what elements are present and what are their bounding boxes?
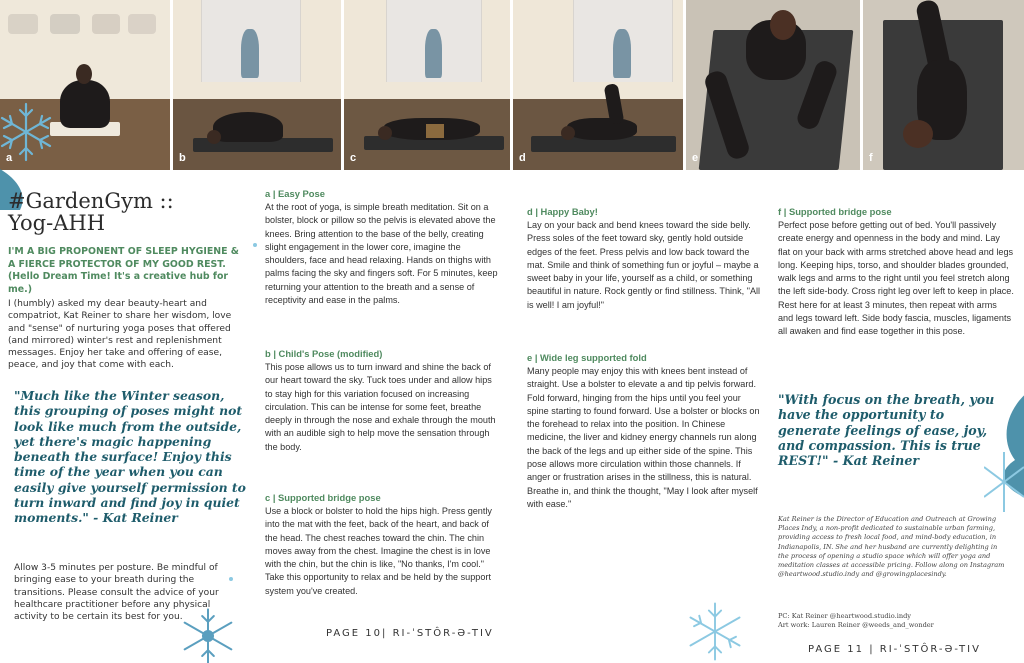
pose-section-f [778,206,1014,348]
pose-body: This pose allows us to turn inward and shine the back of our heart toward the sky. Tuck toes under and allow hips to stay high for this variation focused on increasing circulation. This can be intense for some feet, breathe deeply in through the nose and exhale through the mouth with an audible sigh to help move the sensation through the body. [265,362,496,452]
photo-label: b [179,152,186,164]
photo-credit: PC: Kat Reiner @heartwood.studio.indy [778,612,912,620]
snowflake-icon [680,600,750,663]
photo-childs-pose [173,0,341,170]
pose-heading: a | Easy Pose [265,188,325,199]
pose-body: Use a block or bolster to hold the hips high. Press gently into the mat with the feet, back of the heart, and back of the head. The chest reaches toward the chin. The chin moves away from the chest. Imagine the chest is in love with the chin, but the chin is like, "No thanks, I'm cool." Take this opportunity to relax and be held by the support system you've created. [265,506,492,596]
pose-heading: c | Supported bridge pose [265,492,381,503]
pose-section-a [265,188,501,316]
photo-label: d [519,152,526,164]
page-number-10: PAGE 10| RI-ˈSTÔR-Ə-TIV [326,628,494,639]
pose-body: Many people may enjoy this with knees bent instead of straight. Use a bolster to elevate a and tip pelvis forward. Fold forward, hinging from the hips until you feel your spine starting to found forward. Use a bolster or blocks on the forehead to relax into the position. In Chinese medicine, the liver and kidney energy channels run along the back of the legs and up either side of the spine. This pose allows more circulation within those channels. If anger or frustration arises in the stillness, this is natural. Breathe in, and think the thought, "May I look after myself with ease." [527,366,760,509]
photo-label: f [869,152,873,164]
intro-text: I (humbly) asked my dear beauty-heart and compatriot, Kat Reiner to share her wisdom, love and "sense" of nurturing yoga poses that offered (and mirrored) winter's rest and replenishment messages. Enjoy her take and offering of ease, peace, and joy that come with each. [8,299,232,371]
wall-art [8,14,158,36]
pull-quote-left: "Much like the Winter season, this grouping of poses might not look like much from the outside, yet there's magic happening beneath the surface! Enjoy this time of the year when you can easily give yourself permission to turn inward and find joy in quiet moments." - Kat Reiner [14,388,246,526]
pose-section-b [265,348,501,463]
lead-text: I'M A BIG PROPONENT OF SLEEP HYGIENE & A FIERCE PROTECTOR OF MY GOOD REST. (Hello Dream Time! It's a creative hub for me.) [8,246,239,295]
title-line-2: Yog-AHH [8,211,106,235]
pose-body: Lay on your back and bend knees toward the side belly. Press soles of the feet toward sky, gently hold outside edges of the feet. Press pelvis and low back toward the mat. Smile and think of something fun or joyful – maybe a sweet baby in your life, yourself as a child, or something beautiful in nature. Rock gently or find stillness. Think, "All is well! I am joyful!" [527,220,761,310]
art-credit: Art work: Lauren Reiner @weeds_and_wonder [778,621,934,630]
pose-heading: f | Supported bridge pose [778,206,892,217]
photo-label: c [350,152,357,164]
pose-heading: d | Happy Baby! [527,206,598,217]
author-bio: Kat Reiner is the Director of Education and Outreach at Growing Places Indy, a non-profit dedicated to sustainable urban farming, providing access to fresh local food, and mind-body education, in Indianapolis, IN. She and her husband are currently delighting in the process of opening a studio space which will offer yoga and meditation classes at accessible pricing. Follow along on Instagram @heartwood.studio.indy and @growingplacesindy. [778,515,1005,579]
pose-section-c [265,492,501,607]
photo-label: e [692,152,699,164]
pose-section-d [527,206,763,321]
pose-section-e [527,352,763,520]
pose-body: At the root of yoga, is simple breath meditation. Sit on a bolster, block or pillow so the pelvis is elevated above the knees. Bring attention to the base of the belly, creating slight engagement in the lower core, imagine the shoulders, face and head relaxing. Hands on thighs with palms facing the sky and fingers soft. For 5 minutes, keep returning your attention to the breath and a sense of receptivity and ease in the palms. [265,202,498,306]
snowflake-icon [250,240,260,250]
photo-side-stretch [863,0,1024,170]
credits [778,612,1018,630]
photo-happy-baby [513,0,683,170]
photo-supported-bridge [344,0,510,170]
title-line-1: #GardenGym :: [8,189,174,213]
pose-heading: e | Wide leg supported fold [527,352,647,363]
outro-text: Allow 3-5 minutes per posture. Be mindful of bringing ease to your breath during the transitions. Please consult the advice of your healthcare practitioner before any physical activity to be certain its best for you. [14,563,219,623]
photo-label: a [6,152,13,164]
page-number-11: PAGE 11 | RI-ˈSTÔR-Ə-TIV [808,644,981,655]
pose-body: Perfect pose before getting out of bed. You'll passively create energy and openness in the body and mind. Lay flat on your back with arms stretched above head and legs long. Keeping hips, torso, and shoulder blades grounded, walk legs and arms to the right until you feel stretch along the left side-body. Cross right leg over left to keep in place. Rest here for at least 3 minutes, then repeat with arms and legs toward left. Side body fascia, muscles, ligaments all awaken and find ease together in this pose. [778,220,1014,337]
pull-quote-right: "With focus on the breath, you have the opportunity to generate feelings of ease, joy, and compassion. This is true REST!" - Kat Reiner [778,392,995,469]
page-title [8,190,248,234]
pose-heading: b | Child's Pose (modified) [265,348,383,359]
photo-wide-leg-fold [686,0,860,170]
